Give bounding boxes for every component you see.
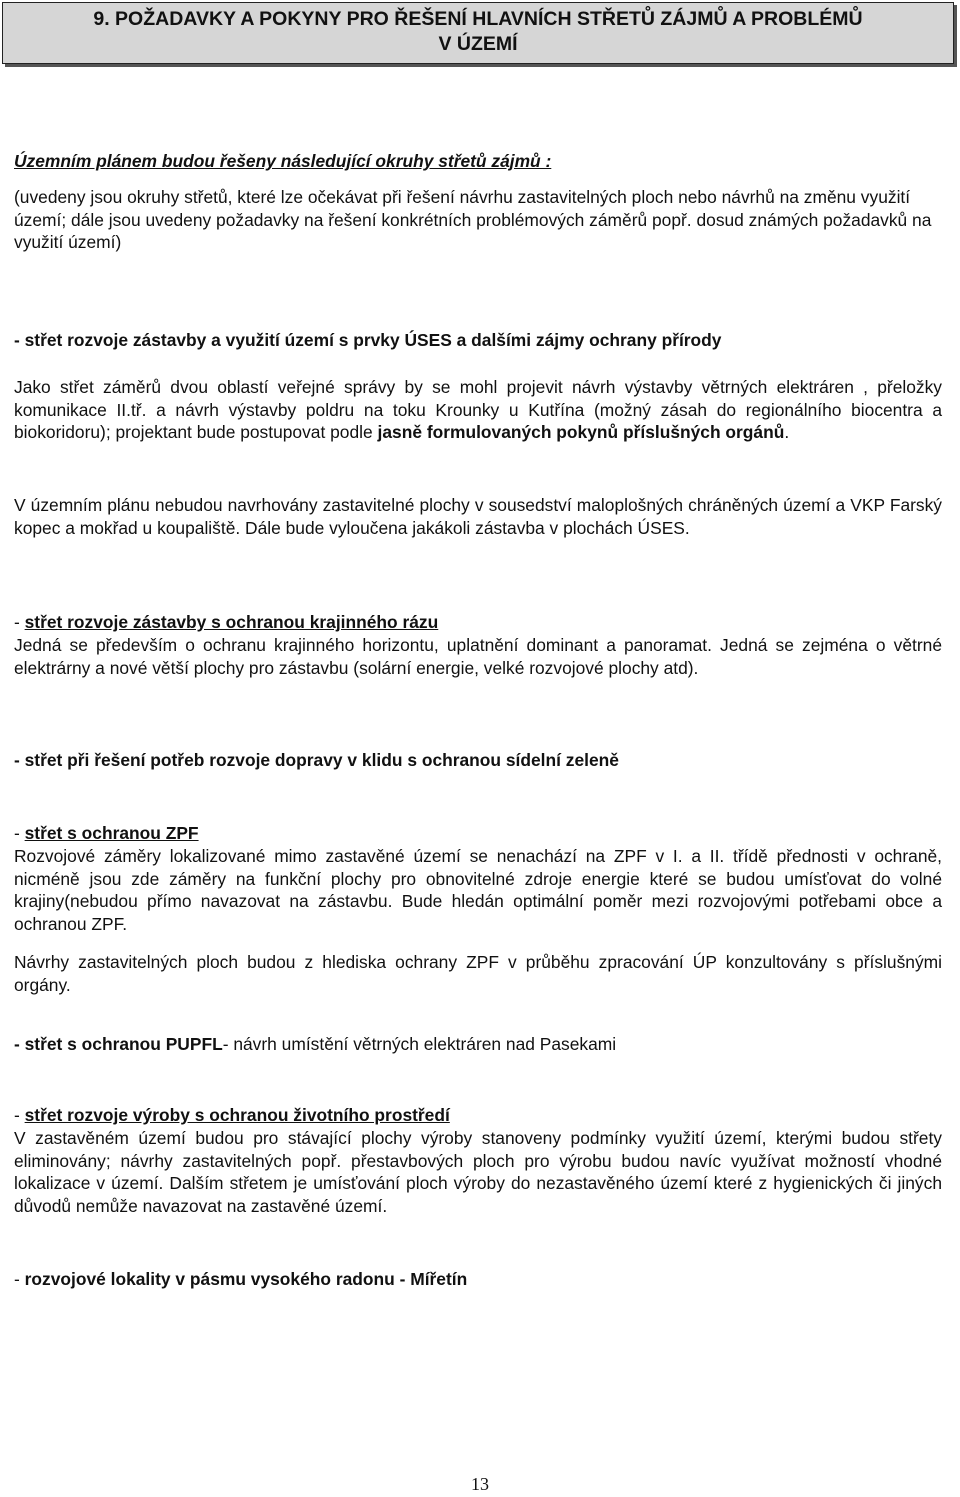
environment-heading bbox=[14, 1104, 942, 1127]
uses-p1-bold: jasně formulovaných pokynů příslušných orgánů bbox=[377, 422, 785, 442]
landscape-dash: - bbox=[14, 612, 25, 632]
uses-p1-end: . bbox=[784, 422, 790, 442]
zpf-text: Rozvojové záměry lokalizované mimo zastavěné území se nenachází na ZPF v I. a II. třídě přednosti v ochraně, nicméně jsou zde záměry na funkční plochy pro obnovitelné zdroje energie které se budou umísťovat do volné krajiny(nebudou přímo navazovat na zástavbu. Bude hledán optimální poměr mezi rozvojovými potřebami obce a ochranou ZPF. bbox=[14, 846, 942, 934]
uses-paragraph-2: V územním plánu nebudou navrhovány zastavitelné plochy v sousedství maloplošných chráněných území a VKP Farský kopec a mokřad u koupaliště. Dále bude vyloučena jakákoli zástavba v plochách ÚSES. bbox=[14, 495, 942, 538]
uses-p1-text: Jako střet záměrů dvou oblastí veřejné správy by se mohl projevit návrh výstavby větrných elektráren , přeložky komunikace II.tř. a návrh výstavby poldru na toku Krounky u Kutřína (možný zásah do regionálního biocentra a biokoridoru); projektant bude postupovat podle bbox=[14, 377, 942, 442]
zpf-heading bbox=[14, 822, 942, 845]
pupfl-heading: - střet s ochranou PUPFL bbox=[14, 1034, 223, 1054]
landscape-heading-text: střet rozvoje zástavby s ochranou krajinného rázu bbox=[24, 612, 439, 632]
pupfl-line bbox=[14, 1033, 942, 1056]
intro-heading: Územním plánem budou řešeny následující okruhy střetů zájmů : bbox=[14, 151, 552, 171]
environment-text: V zastavěném území budou pro stávající plochy výroby stanoveny podmínky využití území, kterými budou střety eliminovány; návrhy zastavitelných popř. přestavbových ploch pro výrobu budou navíc využívat možností vhodné lokalizace v území. Dalším střetem je umísťování ploch výroby do nezastavěného území které z hygienických či jiných důvodů nemůže navazovat na zastavěné území. bbox=[14, 1128, 942, 1216]
radon-dash: - bbox=[14, 1269, 25, 1289]
landscape-text: Jedná se především o ochranu krajinného horizontu, uplatnění dominant a panoramat. Jedná se zejména o větrné elektrárny a nové větší plochy pro zástavbu (solární energie, velké rozvojové plochy atd). bbox=[14, 635, 942, 678]
radon-heading-text: rozvojové lokality v pásmu vysokého radonu - Mířetín bbox=[24, 1269, 468, 1289]
zpf-dash: - bbox=[14, 823, 25, 843]
chapter-title bbox=[2, 7, 954, 57]
landscape-heading bbox=[14, 611, 942, 634]
radon-heading bbox=[14, 1268, 942, 1291]
page-number: 13 bbox=[471, 1474, 489, 1494]
chapter-title-line1: 9. POŽADAVKY A POKYNY PRO ŘEŠENÍ HLAVNÍCH STŘETŮ ZÁJMŮ A PROBLÉMŮ bbox=[93, 8, 863, 30]
environment-heading-text: střet rozvoje výroby s ochranou životního prostředí bbox=[24, 1105, 450, 1125]
chapter-title-line2: V ÚZEMÍ bbox=[438, 33, 518, 55]
uses-heading: - střet rozvoje zástavby a využití území s prvky ÚSES a dalšími zájmy ochrany přírody bbox=[14, 330, 722, 350]
traffic-heading: - střet při řešení potřeb rozvoje dopravy v klidu s ochranou sídelní zeleně bbox=[14, 750, 619, 770]
zpf-heading-text: střet s ochranou ZPF bbox=[24, 823, 199, 843]
zpf-text-2: Návrhy zastavitelných ploch budou z hlediska ochrany ZPF v průběhu zpracování ÚP konzultovány s příslušnými orgány. bbox=[14, 952, 942, 995]
intro-text: (uvedeny jsou okruhy střetů, které lze očekávat při řešení návrhu zastavitelných ploch nebo návrhů na změnu využití území; dále jsou uvedeny požadavky na řešení konkrétních problémových záměrů popř. dosud známých požadavků na využití území) bbox=[14, 187, 932, 252]
environment-dash: - bbox=[14, 1105, 25, 1125]
pupfl-text: - návrh umístění větrných elektráren nad Pasekami bbox=[222, 1034, 617, 1054]
uses-paragraph-1 bbox=[14, 376, 942, 444]
